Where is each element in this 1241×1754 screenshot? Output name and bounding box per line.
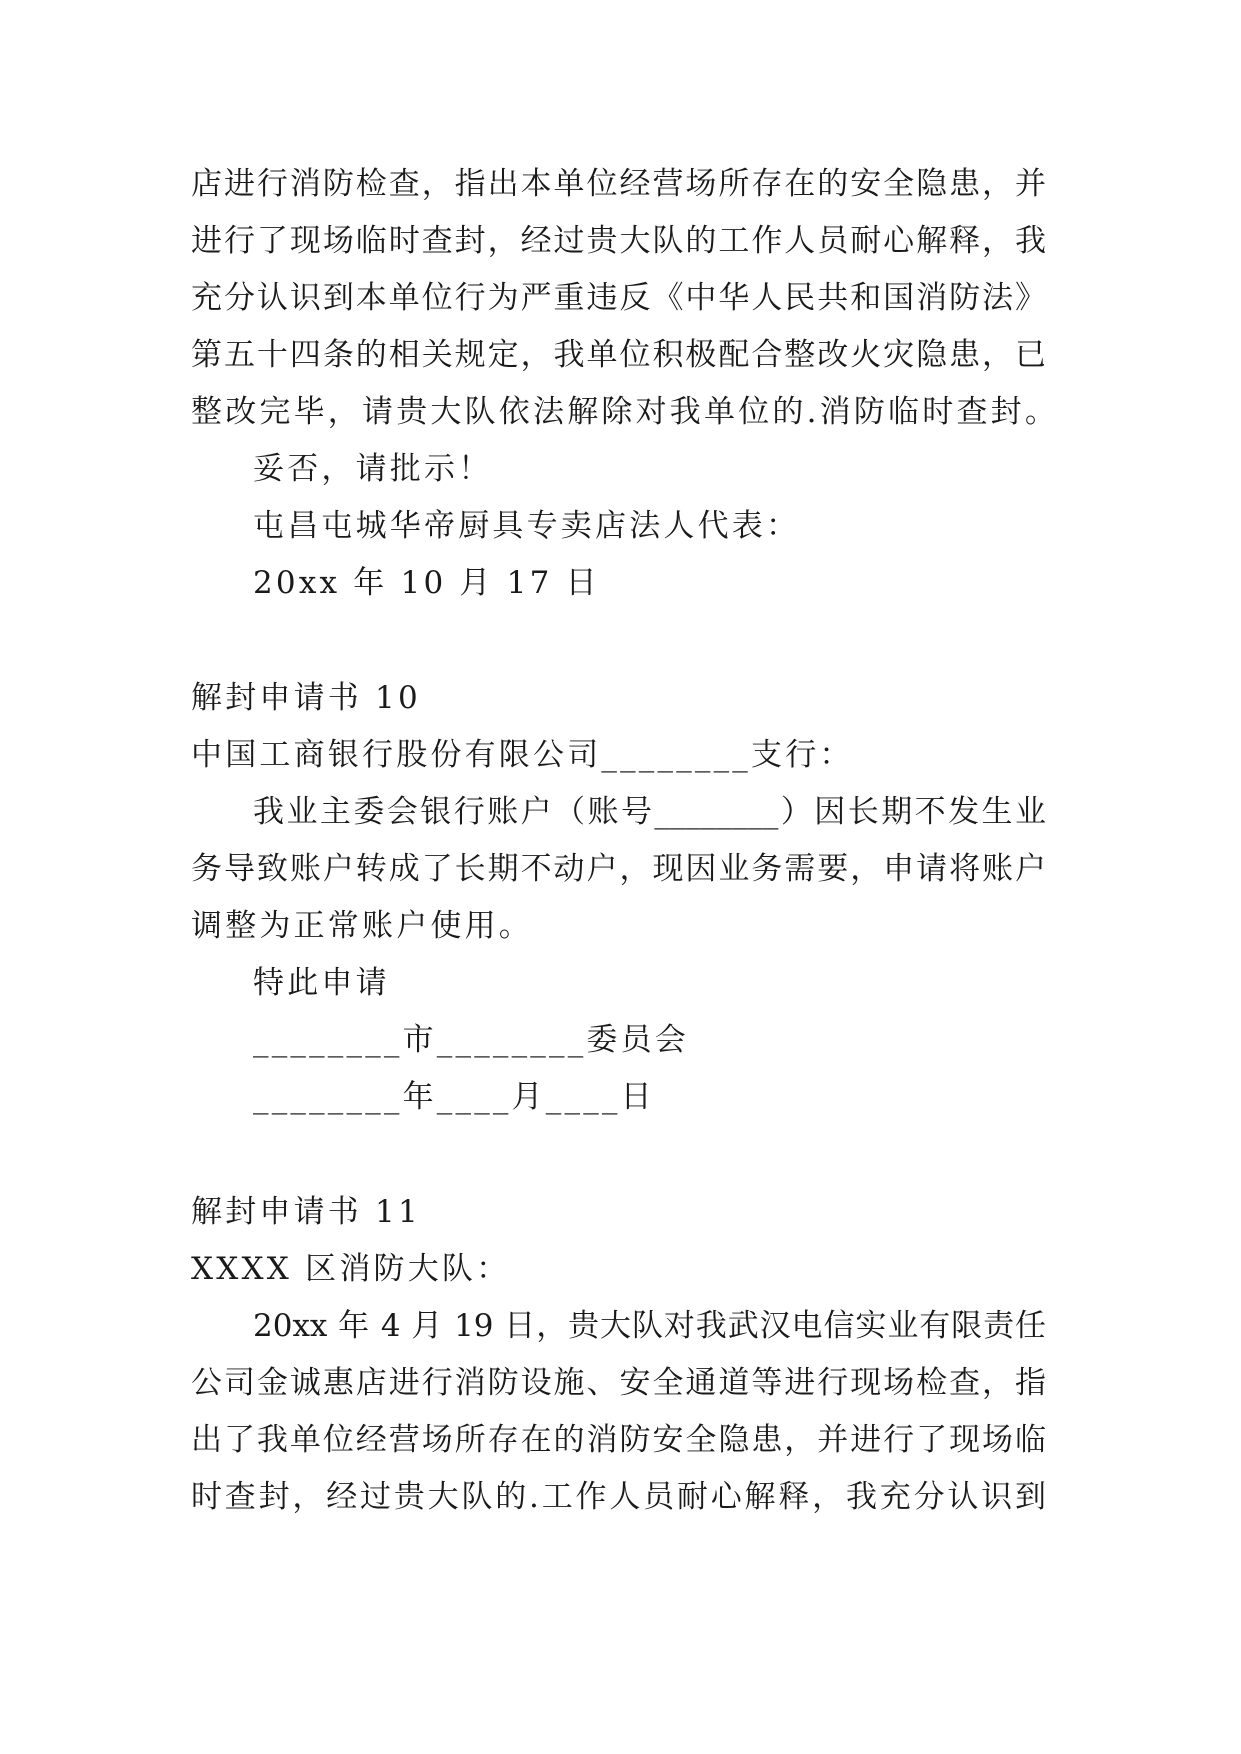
letter10-body-line-2: 务导致账户转成了长期不动户，现因业务需要，申请将账户 [191,851,1046,887]
closing-text: 妥否，请批示！ [253,451,493,487]
date-text: 20xx 年 10 月 17 日 [253,565,600,601]
letter11-body-line-2: 公司金诚惠店进行消防设施、安全通道等进行现场检查，指 [191,1365,1046,1401]
letter10-request: 特此申请 [253,965,390,1001]
letter11-body-line-3: 出了我单位经营场所存在的消防安全隐患，并进行了现场临 [191,1422,1046,1458]
intro-line-5: 整改完毕，请贵大队依法解除对我单位的.消防临时查封。 [191,394,1060,430]
letter10-title: 解封申请书 10 [191,680,421,716]
letter10-addressee: 中国工商银行股份有限公司________支行： [191,737,854,773]
letter11-title: 解封申请书 11 [191,1194,421,1230]
intro-line-4: 第五十四条的相关规定，我单位积极配合整改火灾隐患，已 [191,337,1046,373]
intro-line-2: 进行了现场临时查封，经过贵大队的工作人员耐心解释，我 [191,223,1046,259]
letter11-body-line-1: 20xx 年 4 月 19 日，贵大队对我武汉电信实业有限责任 [253,1308,1046,1344]
letter11-addressee: XXXX 区消防大队： [191,1251,511,1287]
intro-line-3: 充分认识到本单位行为严重违反《中华人民共和国消防法》 [191,280,1046,316]
letter10-body-line-3: 调整为正常账户使用。 [191,908,533,944]
letter10-committee: ________市________委员会 [253,1022,689,1058]
letter10-date: ________年____月____日 [253,1079,655,1115]
signature-text: 屯昌屯城华帝厨具专卖店法人代表： [253,508,801,544]
intro-line-1: 店进行消防检查，指出本单位经营场所存在的安全隐患，并 [191,166,1046,202]
letter10-body-line-1: 我业主委会银行账户（账号________）因长期不发生业 [253,794,1046,830]
letter11-body-line-4: 时查封，经过贵大队的.工作人员耐心解释，我充分认识到 [191,1479,1046,1515]
